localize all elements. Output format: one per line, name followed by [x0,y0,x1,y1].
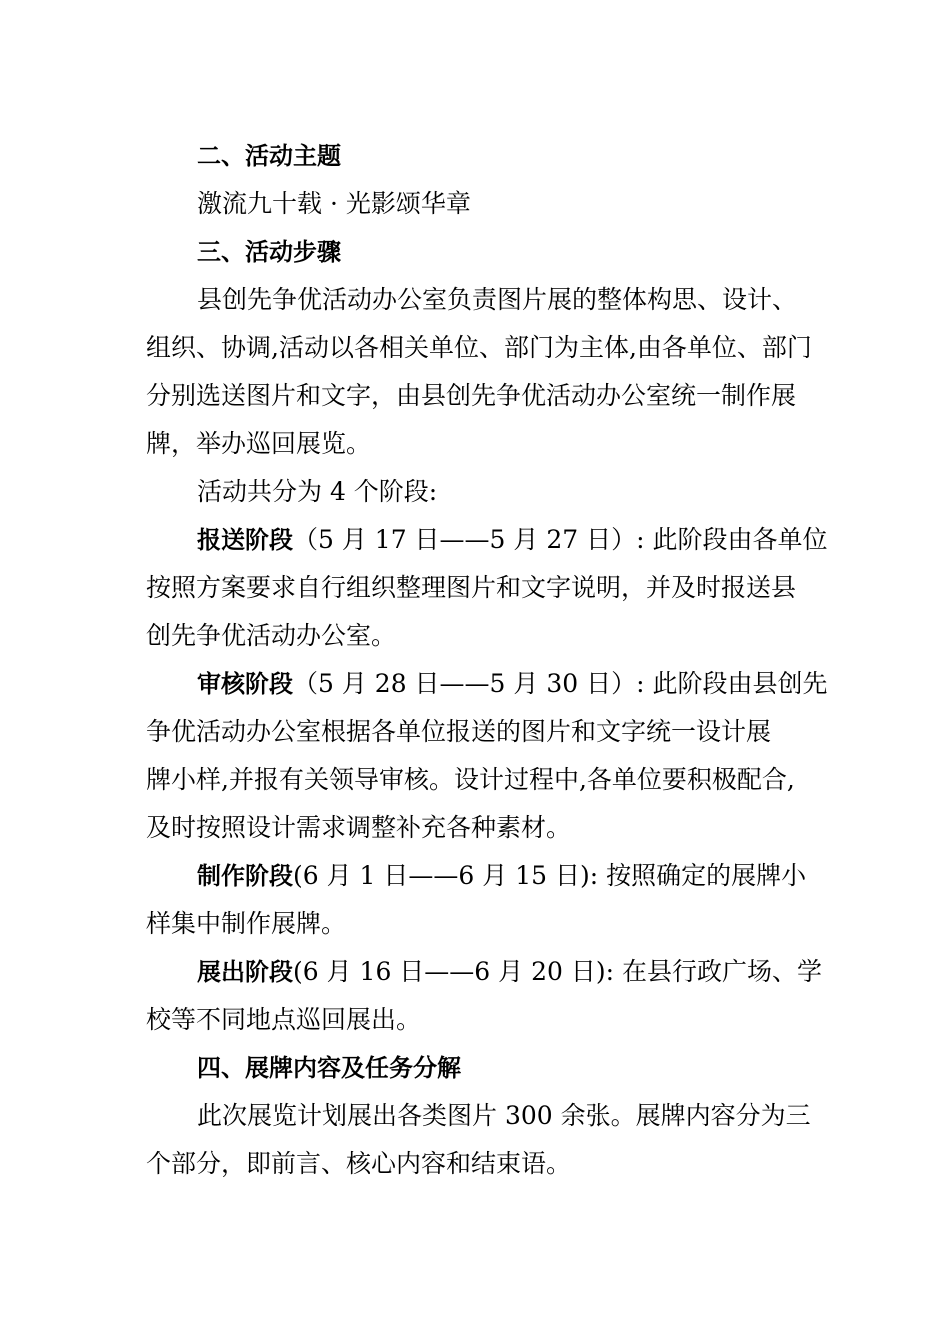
section-heading-theme: 二、活动主题 [197,142,341,170]
stage-production-line-2: 样集中制作展牌。 [146,909,347,938]
stage-submit-line-1 [146,516,828,564]
document-body [146,132,828,1188]
stage-submit-line-3: 创先争优活动办公室。 [146,621,397,650]
stage-review-title: 审核阶段 [197,670,293,698]
stage-review-line-4: 及时按照设计需求调整补充各种素材。 [146,813,572,842]
stage-exhibit-text: (6 月 16 日——6 月 20 日): 在县行政广场、学 [293,957,822,986]
theme-text: 激流九十载 · 光影颂华章 [197,189,471,218]
stages-intro: 活动共分为 4 个阶段: [197,477,438,506]
content-paragraph-line-2: 个部分，即前言、核心内容和结束语。 [146,1149,572,1178]
content-paragraph-line-1: 此次展览计划展出各类图片 300 余张。展牌内容分为三 [197,1101,811,1130]
section-heading-steps: 三、活动步骤 [197,238,341,266]
section-heading-content: 四、展牌内容及任务分解 [197,1054,461,1082]
stage-review-line-2: 争优活动办公室根据各单位报送的图片和文字统一设计展 [146,717,772,746]
steps-paragraph-line-2: 组织、协调,活动以各相关单位、部门为主体,由各单位、部门 [146,333,812,362]
stage-submit-title: 报送阶段 [197,526,293,554]
steps-paragraph-line-4: 牌，举办巡回展览。 [146,429,372,458]
stage-submit-line-2: 按照方案要求自行组织整理图片和文字说明，并及时报送县 [146,573,797,602]
stage-production-line-1 [146,852,818,900]
stage-submit-text: （5 月 17 日——5 月 27 日）: 此阶段由各单位 [293,525,828,554]
stage-review-line-3: 牌小样,并报有关领导审核。设计过程中,各单位要积极配合, [146,765,795,794]
stage-exhibit-line-2: 校等不同地点巡回展出。 [146,1005,422,1034]
stage-production-title: 制作阶段 [197,862,293,890]
stage-exhibit-title: 展出阶段 [197,958,293,986]
stage-exhibit-line-1 [146,948,822,996]
steps-paragraph-line-1: 县创先争优活动办公室负责图片展的整体构思、设计、 [197,285,798,314]
stage-review-line-1 [146,660,828,708]
stage-production-text: (6 月 1 日——6 月 15 日): 按照确定的展牌小 [293,861,807,890]
stage-review-text: （5 月 28 日——5 月 30 日）: 此阶段由县创先 [293,669,828,698]
steps-paragraph-line-3: 分别选送图片和文字，由县创先争优活动办公室统一制作展 [146,381,797,410]
